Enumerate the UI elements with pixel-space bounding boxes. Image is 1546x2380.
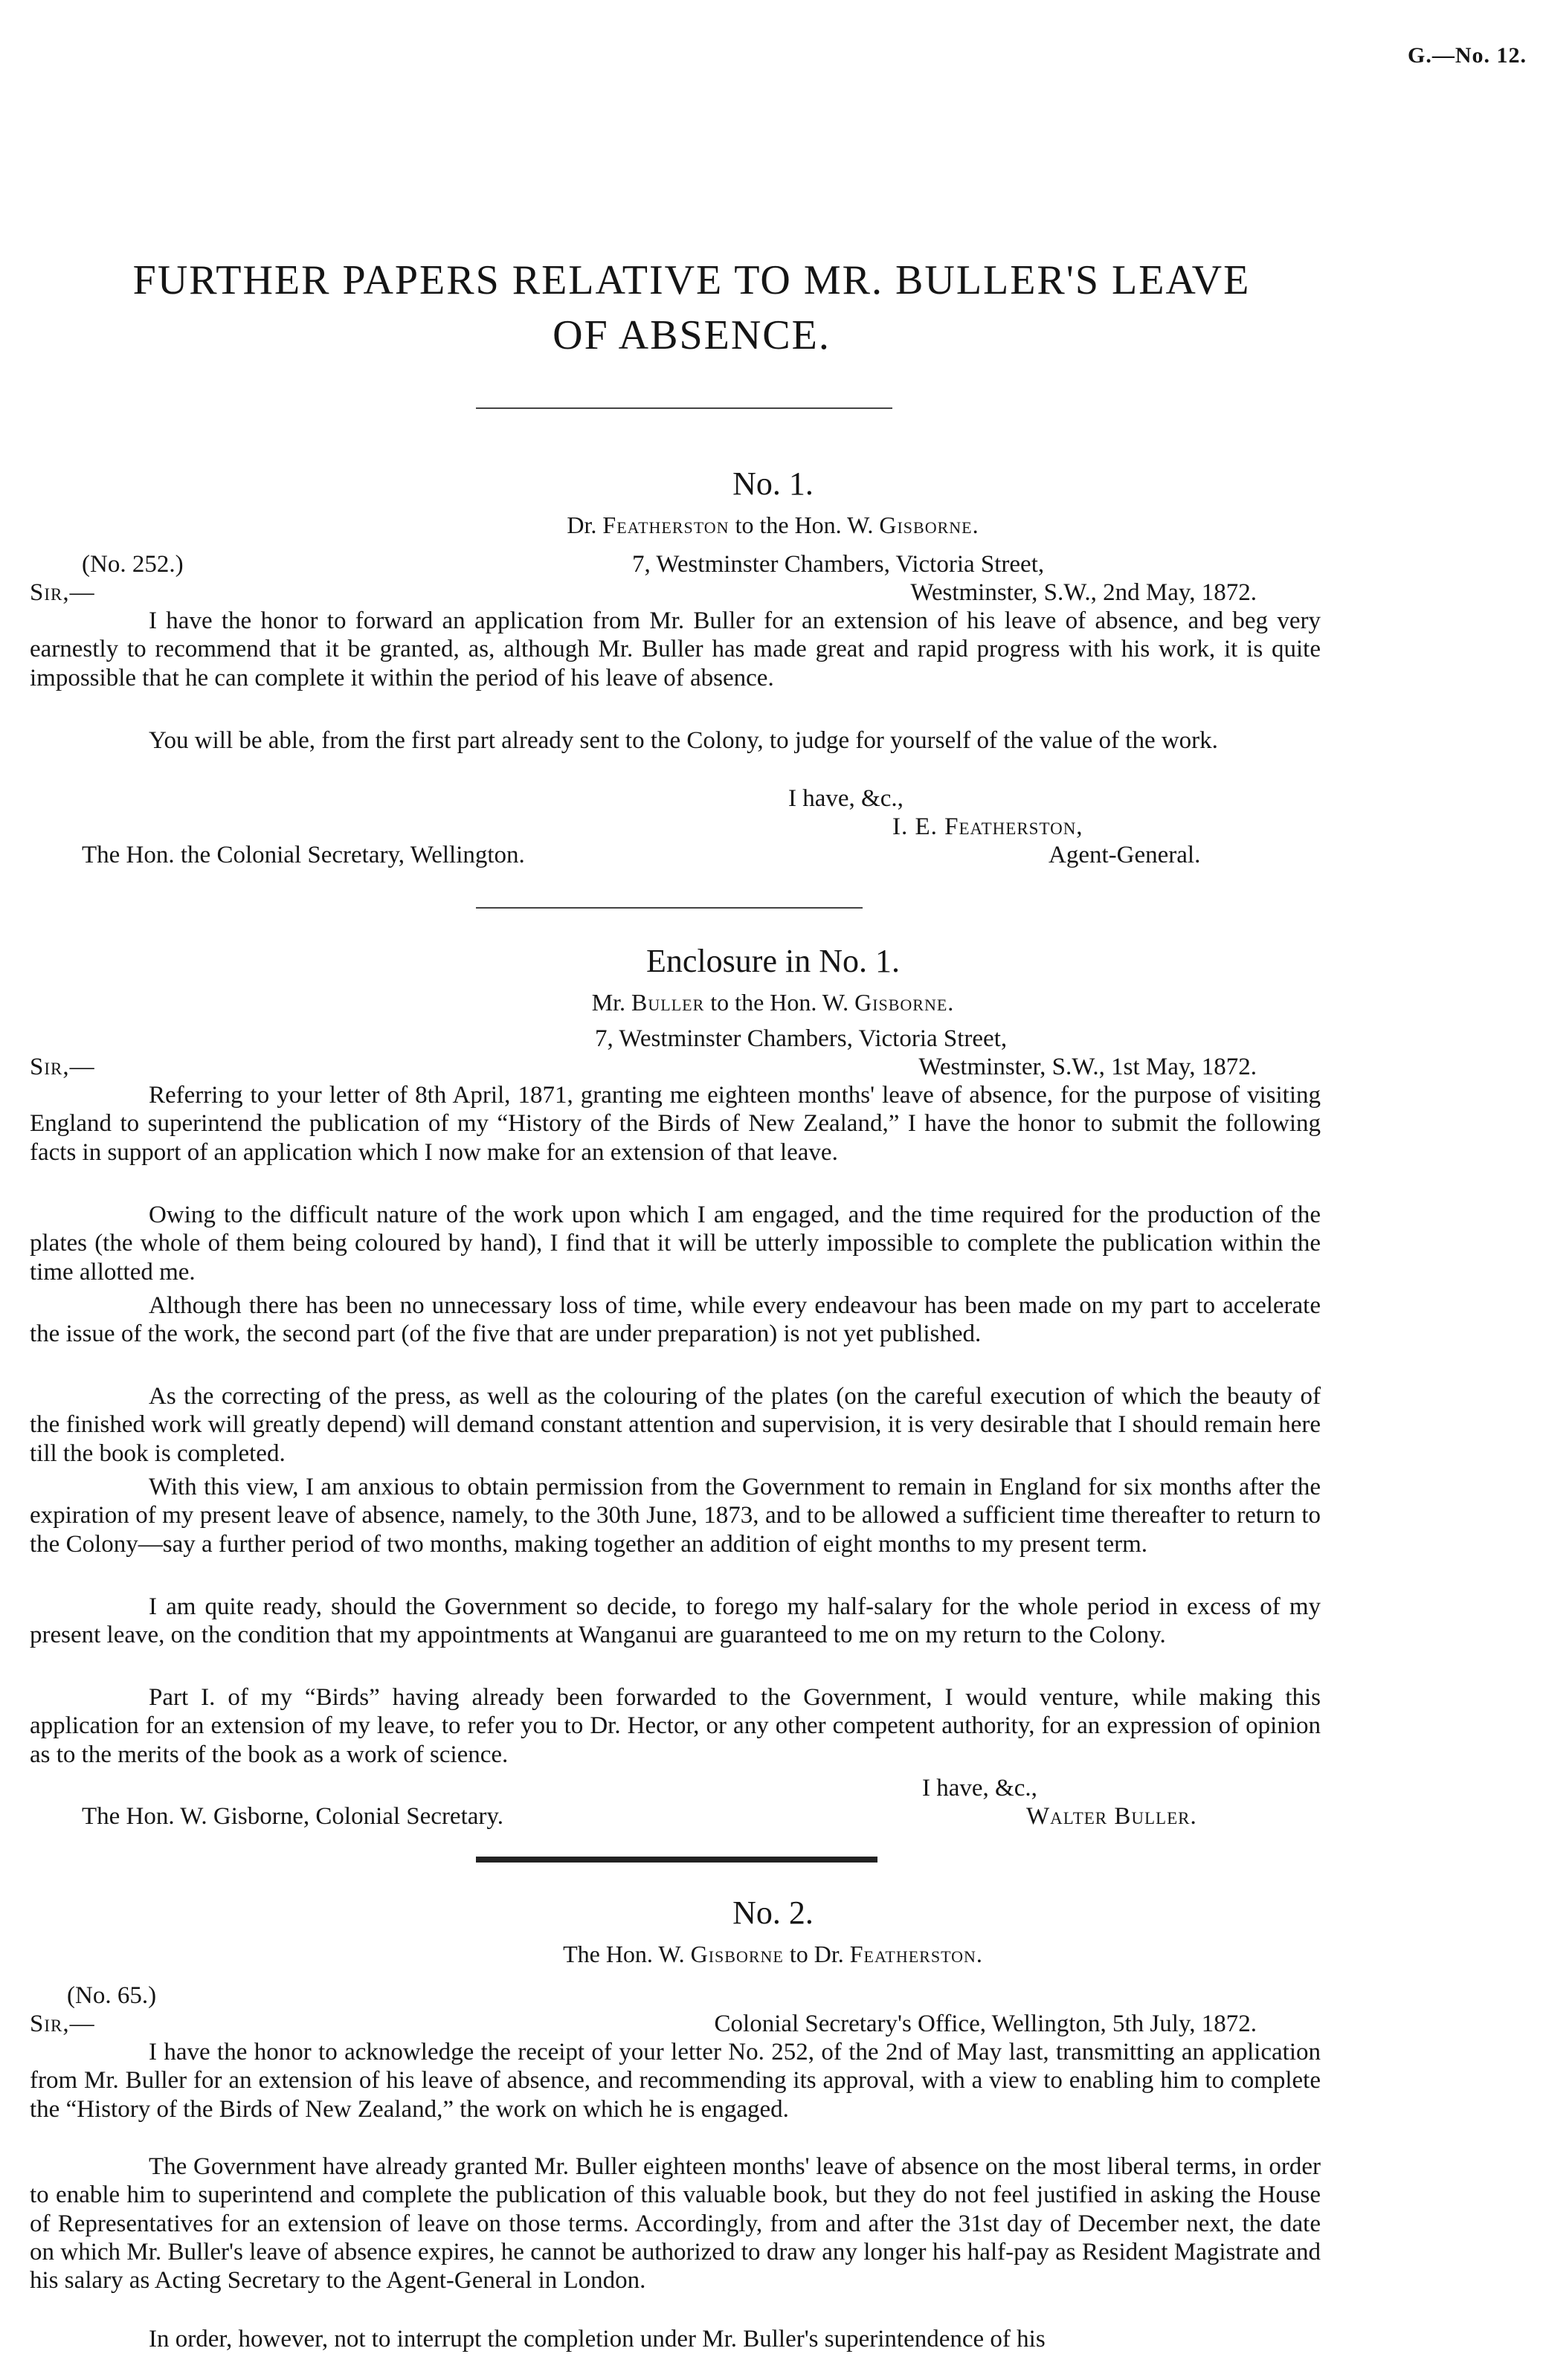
letter-1-signature: I. E. Featherston, [892, 813, 1083, 840]
document-reference: G.—No. 12. [1408, 43, 1527, 68]
enclosure-address-1: 7, Westminster Chambers, Victoria Street, [595, 1025, 1008, 1052]
enclosure-address-2: Westminster, S.W., 1st May, 1872. [918, 1054, 1257, 1080]
letter-2-address: Colonial Secretary's Office, Wellington, 5th July, 1872. [714, 2010, 1257, 2037]
title-line-1: FURTHER PAPERS RELATIVE TO MR. BULLER'S LEAVE [132, 257, 1251, 303]
letter-2-ref: (No. 65.) [67, 1982, 157, 2009]
enclosure-addressee: The Hon. W. Gisborne, Colonial Secretary. [82, 1803, 503, 1830]
letter-1-from-prefix: Dr. [567, 512, 597, 538]
letter-1-heading: No. 1. [732, 465, 814, 502]
enclosure-from-prefix: Mr. [591, 989, 626, 1016]
title-divider [476, 407, 892, 409]
letter-2-paragraph: In order, however, not to interrupt the completion under Mr. Buller's superintendence of his [149, 2326, 1046, 2352]
letter-1-to-text: to the Hon. W. [735, 512, 874, 538]
letter-2-from-name: Gisborne [690, 1941, 784, 1967]
enclosure-from-name: Buller [631, 989, 705, 1016]
title-line-2: OF ABSENCE. [553, 312, 831, 358]
letter-2-from-prefix: The Hon. W. [563, 1941, 685, 1967]
letter-1-addressee: The Hon. the Colonial Secretary, Wellington. [82, 842, 525, 868]
enclosure-to-name: Gisborne. [854, 989, 955, 1016]
enclosure-closing: I have, &c., [922, 1775, 1037, 1802]
letter-1-closing: I have, &c., [788, 785, 904, 812]
letter-2-paragraph: The Government have already granted Mr. Buller eighteen months' leave of absence on the most liberal terms, in order to enable him to superintend and complete the publication of this valuable book, but they do not feel justified in asking the House of Representatives for an extension of leave on those terms. Accordingly, from and after the 31st day of December next, the date on which Mr. Buller's leave of absence expires, he cannot be authorized to draw any longer his half-pay as Resident Magistrate and his salary as Acting Secretary to the Agent-General in London. [30, 2153, 1321, 2294]
letter-1-address-2: Westminster, S.W., 2nd May, 1872. [910, 579, 1257, 606]
document-title [74, 253, 1309, 363]
letter-1-ref: (No. 252.) [82, 551, 184, 578]
letter-1-paragraph: You will be able, from the first part already sent to the Colony, to judge for yourself of the value of the work. [149, 727, 1218, 754]
letter-1-correspondents [0, 512, 1546, 538]
enclosure-signature: Walter Buller. [1026, 1803, 1197, 1830]
enclosure-paragraph: With this view, I am anxious to obtain permission from the Government to remain in England for six months after the expiration of my present leave of absence, namely, to the 30th June, 1873, and to be allowed a sufficient time thereafter to return to the Colony—say a further period of two months, making together an addition of eight months to my present term. [30, 1474, 1321, 1558]
section-divider-thick [476, 1857, 877, 1863]
enclosure-paragraph: Part I. of my “Birds” having already been forwarded to the Government, I would venture, while making this application for an extension of my leave, to refer you to Dr. Hector, or any other competent authority, for an expression of opinion as to the merits of the book as a work of science. [30, 1684, 1321, 1768]
letter-2-paragraph: I have the honor to acknowledge the receipt of your letter No. 252, of the 2nd of May last, transmitting an application from Mr. Buller for an extension of his leave of absence, and recommending its approval, with a view to enabling him to complete the “History of the Birds of New Zealand,” the work on which he is engaged. [30, 2039, 1321, 2123]
letter-2-to-name: Featherston. [849, 1941, 983, 1967]
enclosure-paragraph: Referring to your letter of 8th April, 1871, granting me eighteen months' leave of absence, for the purpose of visiting England to superintend the publication of my “History of the Birds of New Zealand,” I have the honor to submit the following facts in support of an application which I now make for an extension of that leave. [30, 1082, 1321, 1166]
letter-2-to-text: to Dr. [789, 1941, 844, 1967]
enclosure-salutation: Sir,— [30, 1054, 95, 1080]
letter-1-paragraph: I have the honor to forward an application from Mr. Buller for an extension of his leave of absence, and beg very earnestly to recommend that it be granted, as, although Mr. Buller has made great and rapid progress with his work, it is quite impossible that he can complete it within the period of his leave of absence. [30, 607, 1321, 691]
letter-1-salutation: Sir,— [30, 579, 95, 606]
letter-1-to-name: Gisborne. [879, 512, 979, 538]
enclosure-to-text: to the Hon. W. [710, 989, 849, 1016]
section-divider [476, 907, 863, 909]
letter-1-signature-title: Agent-General. [1049, 842, 1201, 868]
letter-2-correspondents [0, 1941, 1546, 1967]
enclosure-heading: Enclosure in No. 1. [646, 943, 900, 979]
letter-1-from-name: Featherston [602, 512, 729, 538]
letter-1-address-1: 7, Westminster Chambers, Victoria Street, [632, 551, 1045, 578]
letter-2-heading: No. 2. [732, 1894, 814, 1931]
letter-2-salutation: Sir,— [30, 2010, 95, 2037]
enclosure-paragraph: As the correcting of the press, as well as the colouring of the plates (on the careful execution of which the beauty of the finished work will greatly depend) will demand constant attention and supervision, it is very desirable that I should remain here till the book is completed. [30, 1383, 1321, 1467]
enclosure-paragraph: I am quite ready, should the Government so decide, to forego my half-salary for the whole period in excess of my present leave, on the condition that my appointments at Wanganui are guaranteed to me on my return to the Colony. [30, 1593, 1321, 1649]
enclosure-paragraph: Owing to the difficult nature of the work upon which I am engaged, and the time required for the production of the plates (the whole of them being coloured by hand), I find that it will be utterly impossible to complete the publication within the time allotted me. [30, 1202, 1321, 1286]
enclosure-paragraph: Although there has been no unnecessary loss of time, while every endeavour has been made on my part to accelerate the issue of the work, the second part (of the five that are under preparation) is not yet published. [30, 1292, 1321, 1348]
enclosure-correspondents [0, 989, 1546, 1016]
